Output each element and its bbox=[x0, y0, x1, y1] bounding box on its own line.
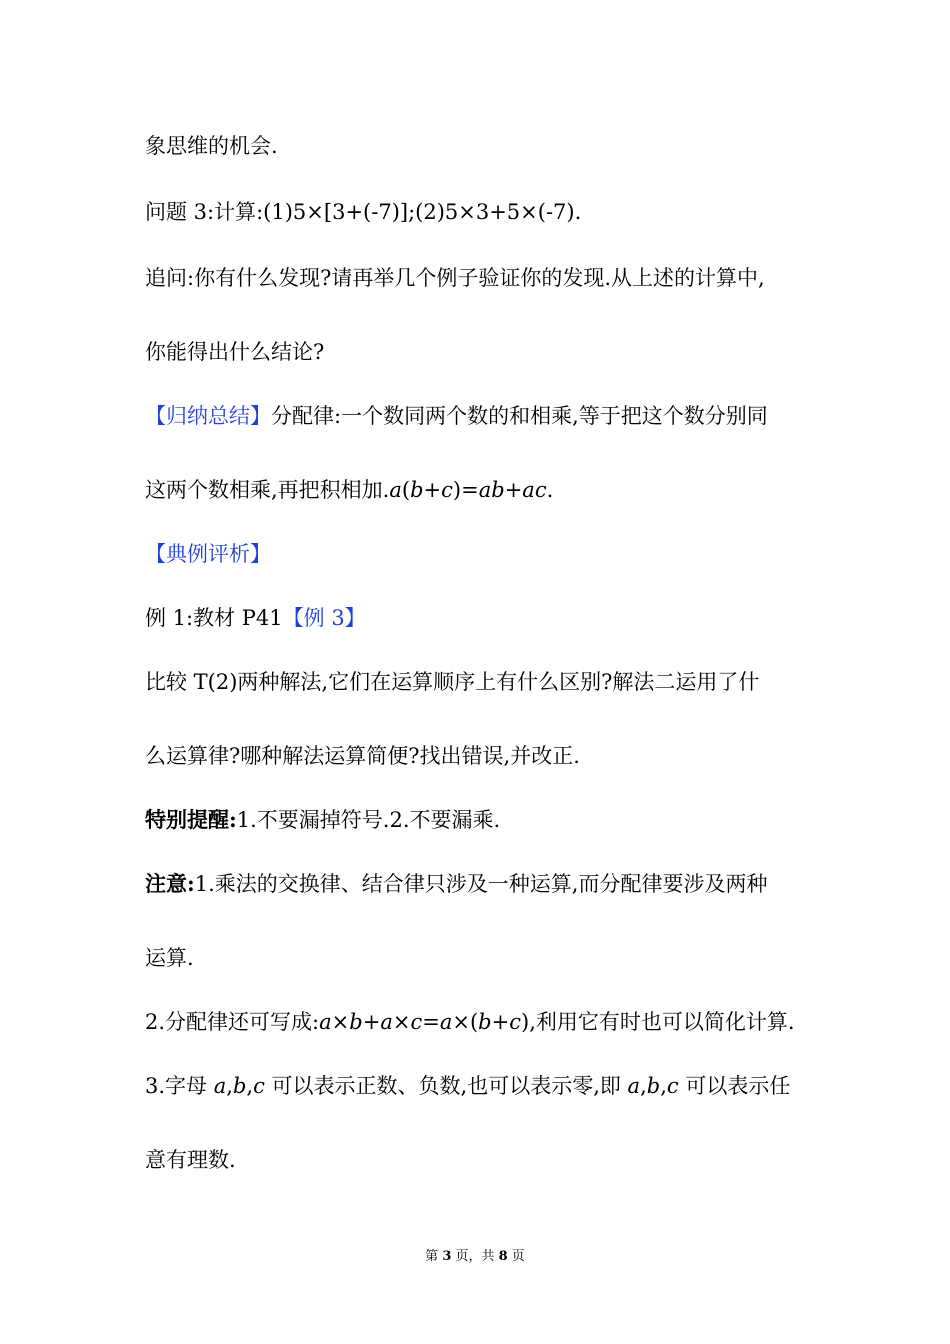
text-line bbox=[145, 198, 810, 226]
text-run: 比较 T(2)两种解法,它们在运算顺序上有什么区别?解法二运用了什 bbox=[145, 670, 760, 694]
highlight-label: 【例 3】 bbox=[282, 606, 366, 630]
footer-total-pages: 8 bbox=[498, 1249, 508, 1264]
page-footer bbox=[0, 1248, 950, 1266]
text-run: 3.字母 bbox=[145, 1074, 214, 1098]
math-variable: b bbox=[232, 1074, 247, 1098]
text-line bbox=[145, 402, 810, 430]
text-line bbox=[145, 944, 810, 972]
text-line bbox=[145, 1008, 810, 1036]
text-run: , bbox=[226, 1074, 233, 1098]
text-run: + bbox=[362, 1010, 381, 1034]
text-run: ),利用它有时也可以简化计算. bbox=[521, 1010, 795, 1034]
text-run: 你能得出什么结论? bbox=[145, 340, 325, 364]
math-variable: ac bbox=[522, 478, 547, 502]
math-variable: a bbox=[389, 478, 402, 502]
text-run: 可以表示正数、负数,也可以表示零,即 bbox=[264, 1074, 628, 1098]
text-run: 分配律:一个数同两个数的和相乘,等于把这个数分别同 bbox=[271, 404, 768, 428]
text-run: × bbox=[331, 1010, 350, 1034]
text-line bbox=[145, 1072, 810, 1100]
math-variable: b bbox=[478, 1010, 492, 1034]
footer-middle: 页，共 bbox=[451, 1249, 499, 1264]
text-line bbox=[145, 1146, 810, 1174]
text-run: = bbox=[422, 1010, 440, 1034]
text-run: , bbox=[640, 1074, 647, 1098]
math-variable: a bbox=[213, 1074, 227, 1098]
text-run: 这两个数相乘,再把积相加. bbox=[145, 478, 390, 502]
bold-label: 特别提醒: bbox=[145, 807, 237, 832]
math-variable: c bbox=[666, 1074, 679, 1098]
bold-label: 注意: bbox=[145, 871, 195, 896]
math-variable: a bbox=[439, 1010, 453, 1034]
math-variable: b bbox=[349, 1010, 363, 1034]
text-run: 运算. bbox=[145, 946, 194, 970]
math-variable: a bbox=[319, 1010, 332, 1034]
text-run: 意有理数. bbox=[145, 1148, 236, 1172]
text-run: 例 1:教材 P41 bbox=[145, 606, 283, 630]
text-line bbox=[145, 264, 810, 292]
text-run: )= bbox=[452, 478, 479, 502]
highlight-label: 【典例评析】 bbox=[145, 542, 271, 566]
text-line bbox=[145, 132, 810, 160]
text-run: . bbox=[546, 478, 554, 502]
text-run: 么运算律?哪种解法运算简便?找出错误,并改正. bbox=[145, 744, 580, 768]
text-run: ( bbox=[401, 478, 411, 502]
text-run: + bbox=[504, 478, 523, 502]
footer-prefix: 第 bbox=[425, 1249, 443, 1264]
text-run: , bbox=[660, 1074, 667, 1098]
footer-current-page: 3 bbox=[442, 1249, 452, 1264]
math-variable: c bbox=[441, 478, 453, 502]
text-run: 2.分配律还可写成: bbox=[145, 1010, 320, 1034]
text-run: + bbox=[423, 478, 442, 502]
text-run: , bbox=[246, 1074, 254, 1098]
text-run: 可以表示任 bbox=[678, 1074, 791, 1098]
text-run: × bbox=[392, 1010, 411, 1034]
text-run: 问题 3:计算:(1)5×[3+(-7)];(2)5×3+5×(-7). bbox=[145, 200, 582, 224]
highlight-label: 【归纳总结】 bbox=[145, 404, 271, 428]
text-line bbox=[145, 338, 810, 366]
text-line bbox=[145, 540, 810, 568]
math-variable: a bbox=[627, 1074, 641, 1098]
text-line bbox=[145, 806, 810, 834]
text-run: 1.不要漏掉符号.2.不要漏乘. bbox=[236, 808, 501, 832]
text-line bbox=[145, 742, 810, 770]
text-run: ×( bbox=[452, 1010, 479, 1034]
math-variable: ab bbox=[478, 478, 505, 502]
math-variable: b bbox=[410, 478, 424, 502]
text-line bbox=[145, 476, 810, 504]
text-line bbox=[145, 870, 810, 898]
footer-suffix: 页 bbox=[507, 1249, 525, 1264]
math-variable: c bbox=[253, 1074, 265, 1098]
math-variable: c bbox=[509, 1010, 521, 1034]
math-variable: a bbox=[380, 1010, 393, 1034]
text-run: 1.乘法的交换律、结合律只涉及一种运算,而分配律要涉及两种 bbox=[194, 872, 768, 896]
text-run: + bbox=[491, 1010, 510, 1034]
math-variable: b bbox=[646, 1074, 661, 1098]
text-line bbox=[145, 604, 810, 632]
math-variable: c bbox=[410, 1010, 423, 1034]
text-line bbox=[145, 668, 810, 696]
text-run: 象思维的机会. bbox=[145, 134, 278, 158]
text-run: 追问:你有什么发现?请再举几个例子验证你的发现.从上述的计算中, bbox=[145, 266, 765, 290]
